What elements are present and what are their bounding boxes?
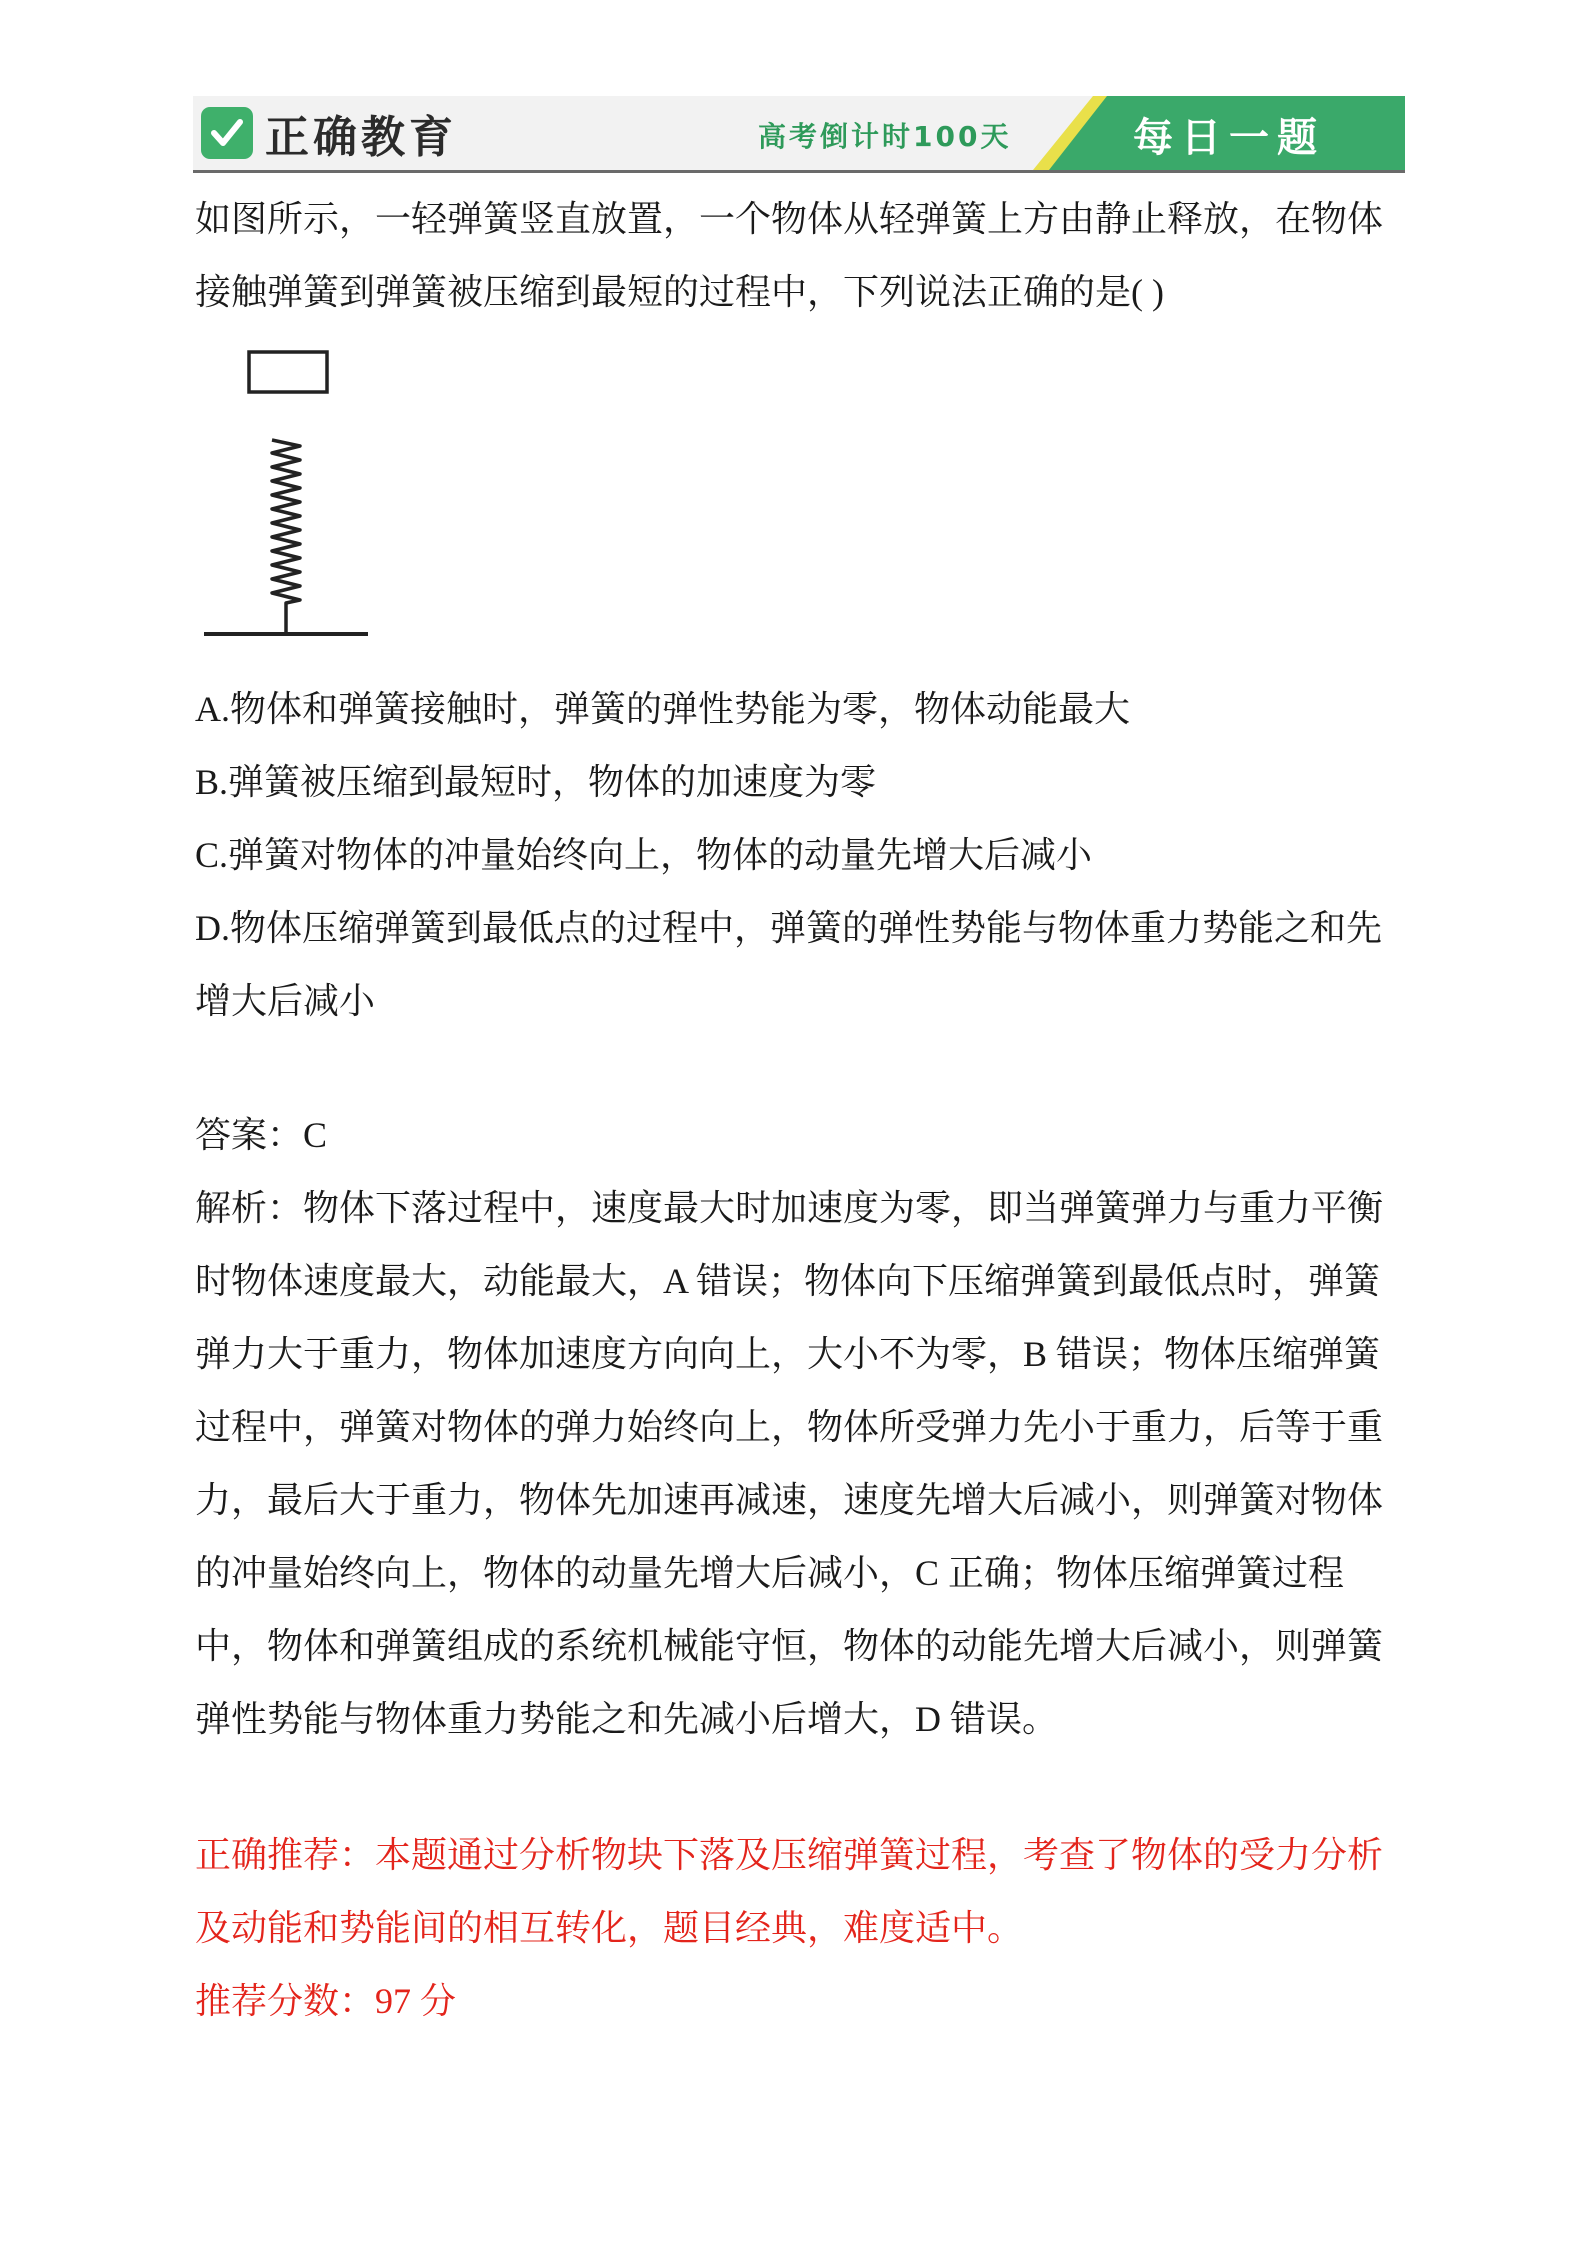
countdown-label: 高考倒计时100天 xyxy=(758,120,1012,153)
recommend-score: 推荐分数：97 分 xyxy=(195,1981,457,2021)
option-b: B.弹簧被压缩到最短时，物体的加速度为零 xyxy=(195,762,877,802)
block-object xyxy=(249,352,327,392)
spring-coil xyxy=(272,440,300,632)
spring-figure xyxy=(200,345,380,645)
option-d: D.物体压缩弹簧到最低点的过程中，弹簧的弹性势能与物体重力势能之和先增大后减小 xyxy=(195,908,1382,1021)
daily-question-tab xyxy=(1033,96,1405,170)
option-c: C.弹簧对物体的冲量始终向上，物体的动量先增大后减小 xyxy=(195,835,1093,875)
analysis: 解析：物体下落过程中，速度最大时加速度为零，即当弹簧弹力与重力平衡时物体速度最大，动能最大，A 错误；物体向下压缩弹簧到最低点时，弹簧弹力大于重力，物体加速度方向向上，大小不为零，B 错误；物体压缩弹簧过程中，弹簧对物体的弹力始终向上，物体所受弹力先小于重力，后等于重力，最后大于重力，物体先加速再减速，速度先增大后减小，则弹簧对物体的冲量始终向上，物体的动量先增大后减小，C 正确；物体压缩弹簧过程中，物体和弹簧组成的系统机械能守恒，物体的动能先增大后减小，则弹簧弹性势能与物体重力势能之和先减小后增大，D 错误。 xyxy=(195,1188,1384,1739)
daily-question-label: 每日一题 xyxy=(1133,115,1325,161)
option-a: A.物体和弹簧接触时，弹簧的弹性势能为零，物体动能最大 xyxy=(195,689,1130,729)
header-banner xyxy=(193,96,1405,173)
recommendation: 正确推荐：本题通过分析物块下落及压缩弹簧过程，考查了物体的受力分析及动能和势能间的相互转化，题目经典，难度适中。 xyxy=(195,1835,1384,1948)
question-stem: 如图所示，一轻弹簧竖直放置，一个物体从轻弹簧上方由静止释放，在物体接触弹簧到弹簧被压缩到最短的过程中，下列说法正确的是( ) xyxy=(195,199,1384,312)
brand-name: 正确教育 xyxy=(265,112,457,163)
brand-logo xyxy=(201,104,457,162)
check-icon xyxy=(201,107,253,159)
answer: 答案：C xyxy=(195,1115,328,1155)
